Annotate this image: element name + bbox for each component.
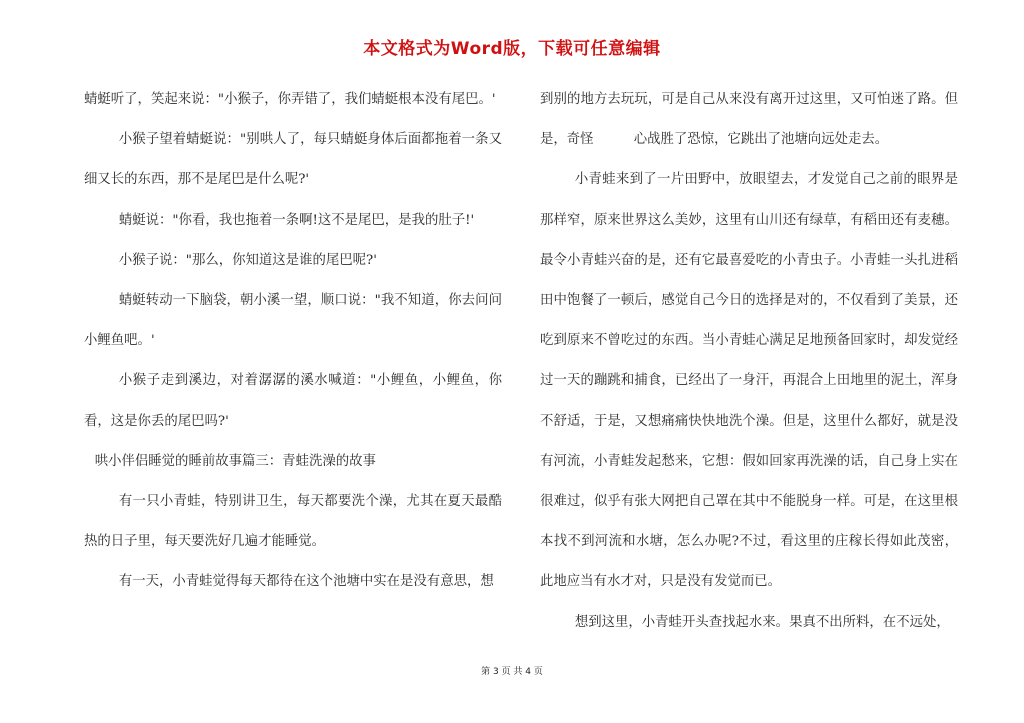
page-number: 第 3 页 共 4 页 xyxy=(481,667,543,677)
paragraph: 小猴子走到溪边，对着潺潺的溪水喊道："小鲤鱼，小鲤鱼，你看，这是你丢的尾巴吗?' xyxy=(84,373,502,429)
paragraph: 有一天，小青蛙觉得每天都待在这个池塘中实在是没有意思，想 xyxy=(118,574,494,590)
paragraph: 到别的地方去玩玩，可是自己从来没有离开过这里，又可怕迷了路。但是，奇怪 心战胜了恐惊，它跳出了池塘向远处走去。 xyxy=(540,92,958,148)
word-format-banner: 本文格式为Word版，下载可任意编辑 xyxy=(363,39,661,59)
paragraph: 蜻蜓转动一下脑袋，朝小溪一望，顺口说："我不知道，你去问问小鲤鱼吧。' xyxy=(84,293,502,349)
paragraph: 小猴子说："那么，你知道这是谁的尾巴呢?' xyxy=(118,252,377,268)
paragraph: 小猴子望着蜻蜓说："别哄人了，每只蜻蜓身体后面都拖着一条又细又长的东西，那不是尾巴是什么呢?' xyxy=(84,132,502,188)
story-heading: 哄小伴侣睡觉的睡前故事篇三：青蛙洗澡的故事 xyxy=(94,453,376,469)
paragraph: 蜻蜓听了，笑起来说："小猴子，你弄错了，我们蜻蜓根本没有尾巴。' xyxy=(84,92,496,107)
paragraph: 小青蛙来到了一片田野中，放眼望去，才发觉自己之前的眼界是那样窄，原来世界这么美妙，这里有山川还有绿草，有稻田还有麦穗。最令小青蛙兴奋的是，还有它最喜爱吃的小青虫子。小青蛙一头扎进稻田中饱餐了一顿后，感觉自己今日的选择是对的，不仅看到了美景，还吃到原来不曾吃过的东西。当小青蛙心满足足地预备回家时，却发觉经过一天的蹦跳和捕食，已经出了一身汗，再混合上田地里的泥土，浑身不舒适，于是，又想痛痛快快地洗个澡。但是，这里什么都好，就是没有河流，小青蛙发起愁来，它想：假如回家再洗澡的话，自己身上实在很难过，似乎有张大网把自己罩在其中不能脱身一样。可是，在这里根本找不到河流和水塘，怎么办呢?不过，看这里的庄稼长得如此茂密，此地应当有水才对，只是没有发觉而已。 xyxy=(540,172,958,590)
paragraph: 蜻蜓说："你看，我也拖着一条啊!这不是尾巴，是我的肚子!' xyxy=(118,212,475,228)
paragraph: 有一只小青蛙，特别讲卫生，每天都要洗个澡，尤其在夏天最酷热的日子里，每天要洗好几遍才能睡觉。 xyxy=(84,494,502,550)
left-text-column xyxy=(84,80,502,603)
paragraph: 想到这里，小青蛙开头查找起水来。果真不出所料，在不远处， xyxy=(574,614,950,630)
right-text-column xyxy=(540,80,958,643)
